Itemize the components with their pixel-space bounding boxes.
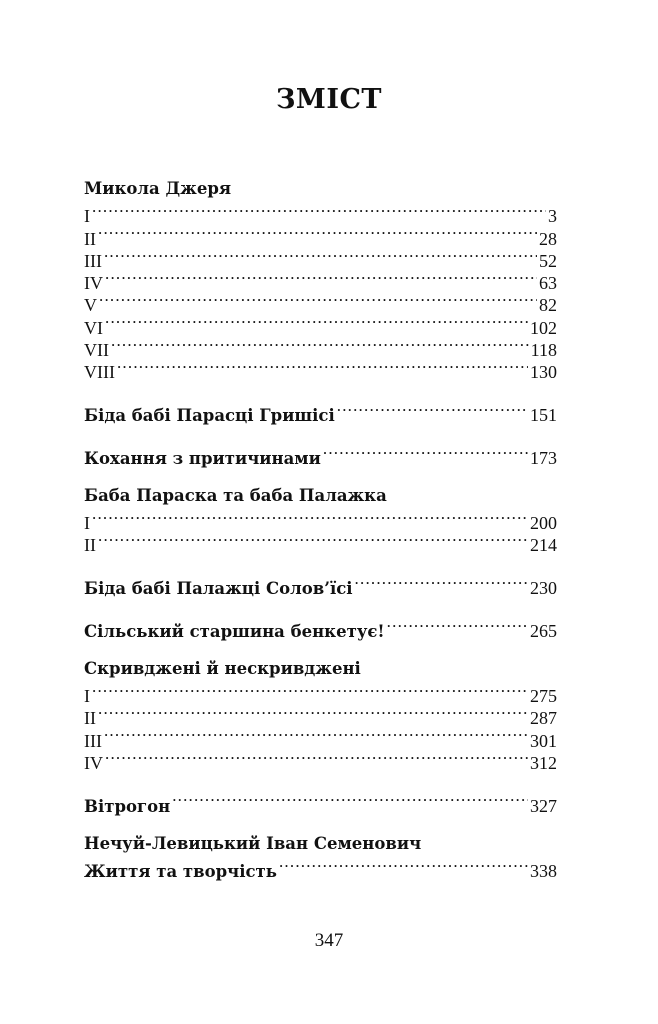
toc-entry[interactable] (84, 855, 557, 881)
dot-leader (92, 200, 546, 222)
toc-entry-page: 230 (530, 578, 557, 599)
toc-entry-label: IV (84, 273, 103, 294)
toc-entry[interactable] (84, 356, 557, 383)
toc-entry[interactable] (84, 572, 557, 599)
toc-entry-label: VIII (84, 362, 115, 383)
spacer (84, 769, 557, 790)
toc-entry-label: I (84, 513, 90, 534)
toc-entry-page: 28 (539, 228, 557, 249)
toc-section-heading: Микола Джеря (84, 179, 232, 198)
toc-entry-page: 287 (530, 708, 557, 729)
dot-leader (117, 356, 528, 378)
page-title: ЗМІСТ (275, 84, 383, 115)
dot-leader (387, 615, 528, 637)
toc-entry[interactable] (84, 790, 557, 816)
toc-entry[interactable] (84, 245, 557, 271)
toc-entry[interactable] (84, 702, 557, 729)
spacer (84, 552, 557, 573)
toc-section-heading: Нечуй-Левицький Іван Семенович (84, 833, 422, 853)
toc-entry-page: 130 (530, 362, 557, 383)
toc-entry-page: 118 (530, 340, 557, 361)
dot-leader (98, 223, 537, 245)
dot-leader (105, 312, 528, 334)
page-number: 347 (314, 930, 344, 951)
toc-entry[interactable] (84, 529, 557, 556)
toc-entry[interactable] (84, 399, 557, 426)
toc-entry-label: III (84, 250, 102, 271)
toc-entry-page: 82 (539, 295, 557, 316)
toc-entry[interactable] (84, 507, 557, 534)
toc-entry[interactable] (84, 200, 557, 227)
toc-entry-page: 338 (530, 860, 557, 881)
toc-entry-label: IV (84, 752, 103, 773)
toc-entry-page: 265 (530, 620, 557, 641)
toc-entry[interactable] (84, 289, 557, 316)
dot-leader (92, 680, 528, 702)
toc-entry-page: 200 (530, 513, 557, 534)
table-of-contents (84, 178, 557, 881)
toc-entry-page: 63 (539, 273, 557, 294)
toc-entry-label: Вітрогон (84, 796, 171, 816)
toc-entry-label: II (84, 708, 96, 729)
toc-entry[interactable] (84, 680, 557, 707)
dot-leader (98, 529, 528, 551)
toc-entry[interactable] (84, 442, 557, 468)
toc-entry-label: Біда бабі Палажці Солов’їсі (84, 579, 353, 599)
spacer (84, 379, 557, 400)
dot-leader (104, 725, 528, 747)
toc-entry-page: 301 (530, 730, 557, 751)
dot-leader (111, 334, 529, 356)
dot-leader (98, 702, 528, 724)
dot-leader (105, 747, 528, 769)
toc-entry[interactable] (84, 312, 557, 338)
toc-entry-page: 173 (530, 447, 557, 468)
dot-leader (279, 855, 528, 877)
toc-entry-label: V (84, 295, 97, 316)
dot-leader (355, 572, 528, 594)
dot-leader (105, 267, 537, 289)
toc-entry-label: VII (84, 340, 109, 361)
toc-entry[interactable] (84, 747, 557, 773)
dot-leader (323, 442, 528, 464)
toc-section-heading: Баба Параска та баба Палажка (84, 485, 387, 505)
toc-entry-page: 312 (530, 752, 557, 773)
toc-section-heading: Скривджені й нескривджені (84, 658, 361, 678)
toc-entry-label: I (84, 686, 90, 707)
dot-leader (99, 289, 537, 311)
toc-entry-label: Сільський старшина бенкетує! (84, 621, 385, 641)
toc-entry[interactable] (84, 615, 557, 641)
dot-leader (337, 399, 528, 421)
toc-entry[interactable] (84, 267, 557, 294)
toc-entry[interactable] (84, 725, 557, 751)
toc-entry-page: 151 (530, 405, 557, 426)
toc-entry[interactable] (84, 334, 557, 361)
toc-entry-page: 102 (530, 317, 557, 338)
toc-entry[interactable] (84, 223, 557, 249)
toc-entry-label: Кохання з притичинами (84, 448, 321, 468)
dot-leader (172, 790, 528, 812)
toc-entry-label: II (84, 228, 96, 249)
toc-entry-label: II (84, 535, 96, 556)
toc-entry-label: VI (84, 317, 103, 338)
toc-entry-page: 327 (530, 795, 557, 816)
toc-entry-page: 275 (530, 686, 557, 707)
toc-entry-label: I (84, 206, 90, 227)
toc-entry-label: III (84, 730, 102, 751)
toc-entry-page: 214 (530, 535, 557, 556)
toc-entry-page: 3 (548, 206, 557, 227)
toc-entry-label: Життя та творчість (84, 861, 277, 881)
dot-leader (104, 245, 537, 267)
toc-entry-label: Біда бабі Парасці Гришісі (84, 406, 335, 426)
toc-entry-page: 52 (539, 250, 557, 271)
dot-leader (92, 507, 528, 529)
